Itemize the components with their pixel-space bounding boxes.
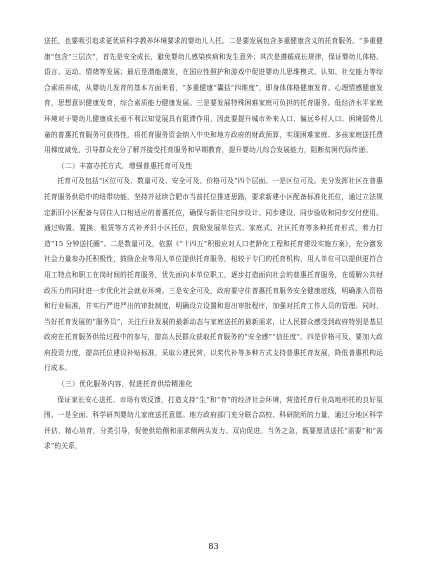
paragraph-accessibility: 托育可及包括“区位可及、数量可及、安全可及、价格可及”四个层面。一是区位可及。充分发挥社区在普惠托育服务供给中的纽带功能，坚持并延续合肥市当前托位推进思路，要求新建小区配备标准化托位，通过立法规定新旧小区配备与居住人口相适应的普惠托位，确保与新住宅同步设计、同步建设、同步验收和同步交付使用。通过购置、置换、租赁等方式补齐旧小区托位，鼓励发展单位式、家庭式、社区托育等多种托育形式，着力打造“15 分钟送托圈”。二是数量可及，依据《“十四五”积极应对人口老龄化工程和托育建设实施方案》，充分激发社会力量参办托积极性，鼓励企业等用人单位提供托育服务，相较于专门的托育机构，用人单位可以提供更符合用工特点和职工在岗时间的托育服务，优先面向本单位职工，逐步打造面向社会的普惠托育服务，在缓解公共财政压力的同时进一步优化社会就业环境。三是安全可及，政府要守住普惠托育服务安全健康底线，明确准入资格和行业标准，并实行严进严出的审批制度，明确设立设置和退出审批程序，加强对托育工作人员的管理。同时，当好托育发展的“服务员”，关注行业发展的最新动态与家庭送托的最新需求，让人民群众感受到政府特别是基层政府在托育服务供给过程中的参与，提高人民群众获取托育服务的“安全感”“信任度”。四是价格可及，要加大政府投资力度，提高托位建设补贴标准，采取公建民营，以奖代补等多种方式支持普惠托育发展，降低普惠机构运行成本。	[44, 177, 383, 373]
paragraph-continued: 送托，也要吸引追求更优质科学教养环境要求的婴幼儿入托。二是要发展包含多重健康含义的托育服务。“多重健康”包含“三层次”，首先是安全成长，避免婴幼儿感染疾病和发生意外；其次是遵循成长规律，保证婴幼儿体格、语言、运动、情绪等发展；最后是潜能激发，在国应性照护和游戏中促进婴幼儿思维模式、认知、社交能力等综合素质养成，从婴幼儿发育的基本方面来看，“多重健康”囊括“四维度”，即身体体格健康发育、心理情感健康发育，思想意识健康发育，综合素质能力健康发展。三是要发展特殊困难家庭可负担的托育服务。低经济水平家庭环境对于婴幼儿健康成长亟不利以知觉展具有阻滞作用，因此要提升城市外来人口、偏远乡村人口、困境弱势儿童的普惠托育服务可获得性，将托育服务资金纳入中央和地方政府的财政预算，实现困难家庭、多孩家庭送托费用梯度减免，引导群众充分了解并接受托育服务和早期教育，提升婴幼儿综合发展能力，阻断贫困代际传递。	[44, 37, 383, 155]
page-number: 83	[208, 542, 219, 551]
paragraph-service-content: 保证家长安心送托、市场有效反馈，打造支持“生”和“育”的经济社会环境，营造托育行业高地形托的良好氛围。一是全面、科学研判婴幼儿家庭送托意愿。地方政府部门充分联合高校、科研院所的力量，通过分地区科学评估，精心培育，分类引导，促使供给侧和需求侧两头发力、双向促进。当务之急，既要厘清送托“需要”和“需求”的关系，	[44, 395, 383, 451]
section-heading-3: （三）优化服务内容，促进托育供给精准化	[57, 380, 193, 389]
document-body	[44, 34, 383, 455]
section-heading-2: （二）丰富办托方式，增强普惠托育可及性	[57, 161, 193, 170]
